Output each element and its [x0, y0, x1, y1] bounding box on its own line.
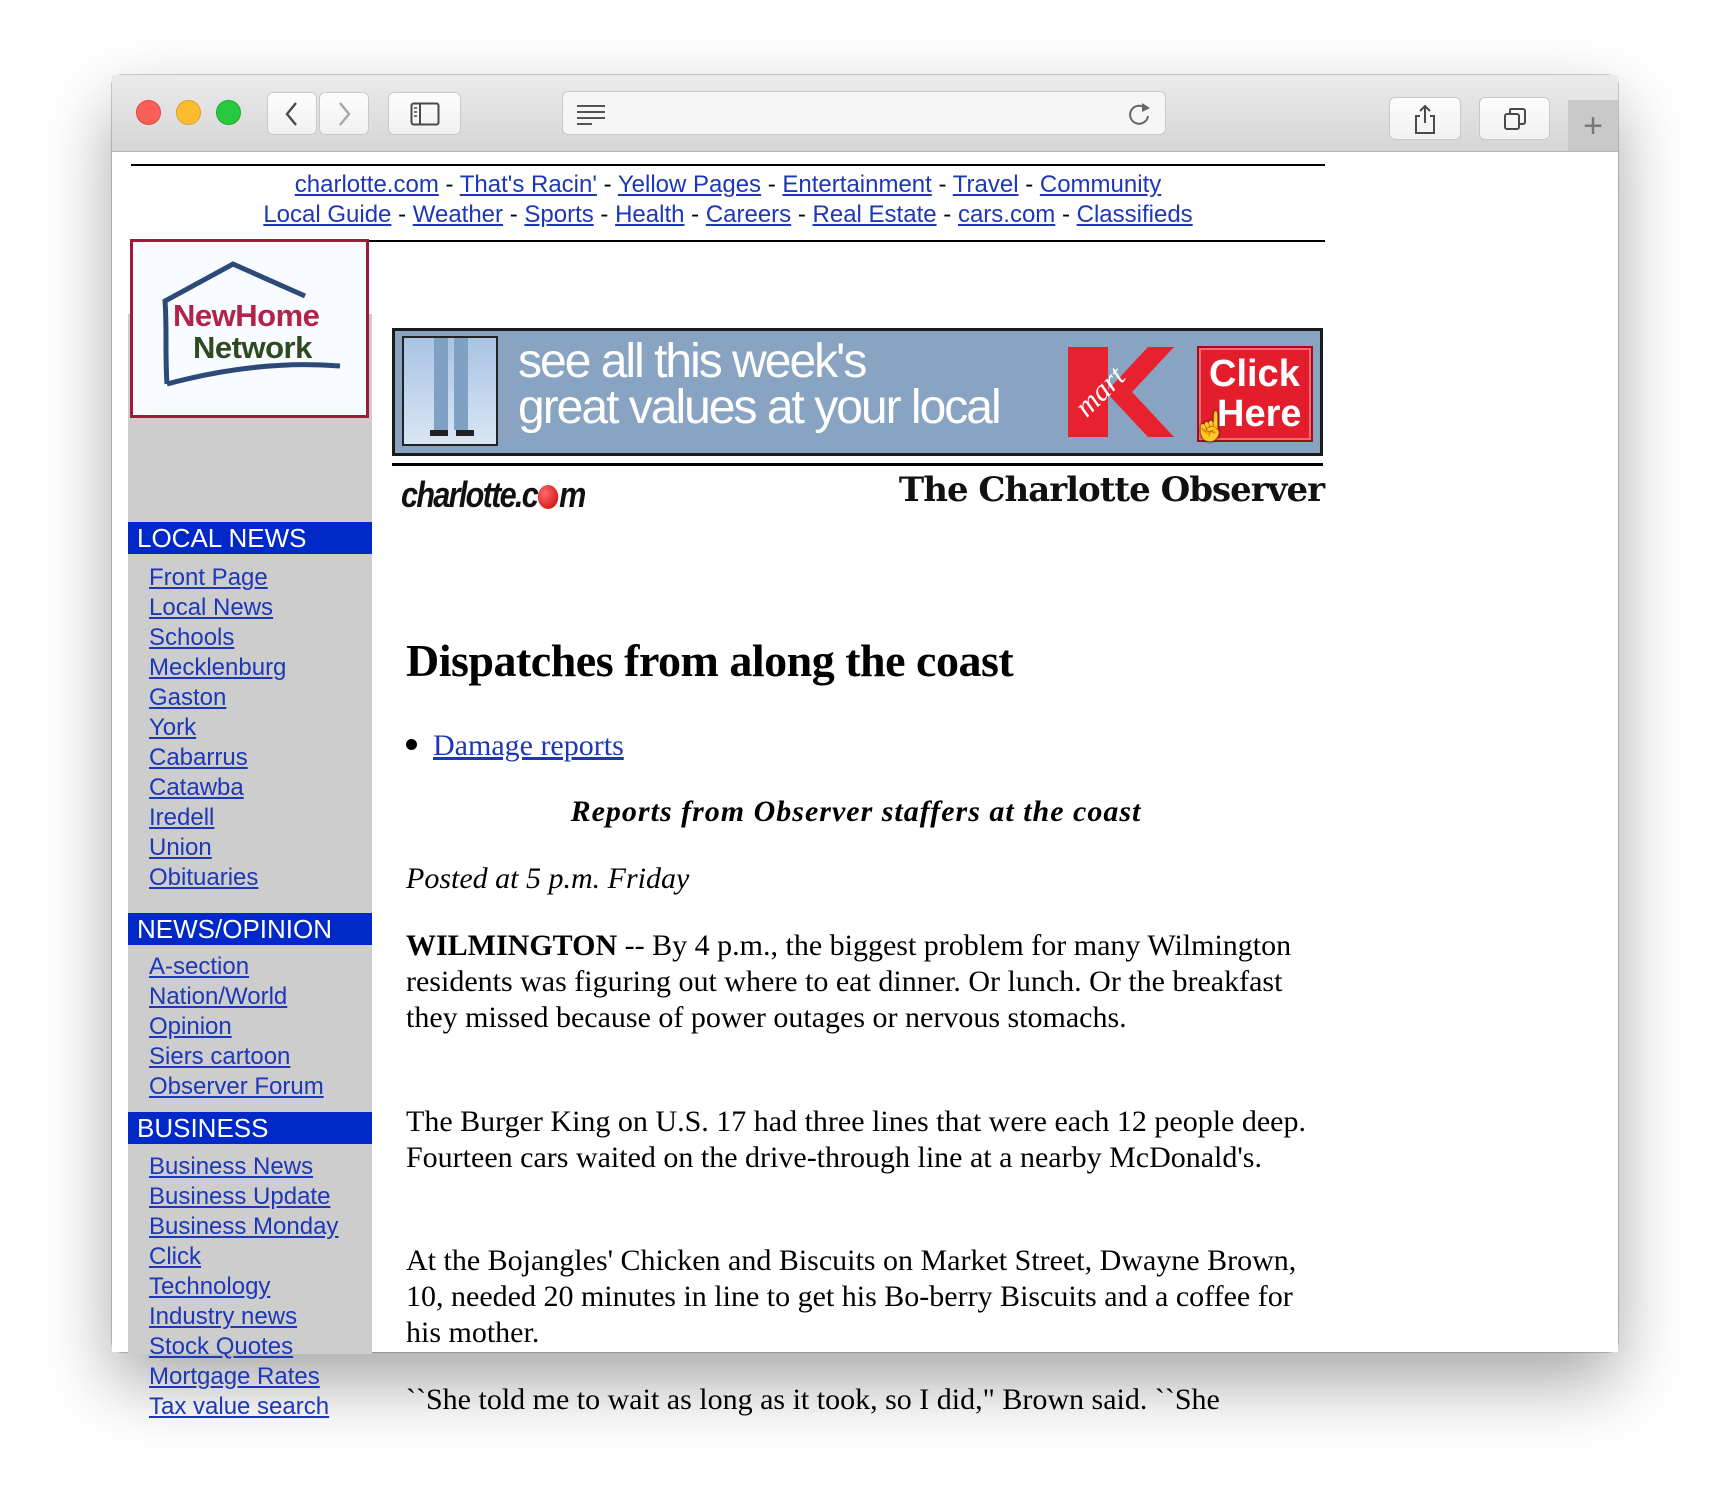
sidebar-link-cabarrus[interactable]: Cabarrus: [149, 744, 248, 771]
hand-cursor-icon: ☝: [1193, 411, 1228, 442]
sidebar-icon: [410, 102, 440, 126]
nav-link-community[interactable]: Community: [1039, 171, 1162, 198]
tabs-overview-icon: [1502, 106, 1528, 132]
minimize-window-button[interactable]: [176, 100, 201, 125]
section-header-business: BUSINESS: [128, 1112, 372, 1144]
newhome-network-ad[interactable]: [130, 239, 369, 418]
page-content: [112, 152, 1618, 1420]
chevron-right-icon: [336, 101, 352, 127]
article-paragraph-3: At the Bojangles' Chicken and Biscuits on Market Street, Dwayne Brown, 10, needed 20 minutes in line to get his Bo-berry Biscuits and a coffee for his mother.: [406, 1244, 1297, 1349]
kmart-banner-ad[interactable]: [392, 328, 1323, 456]
sidebar-link-mecklenburg[interactable]: Mecklenburg: [149, 654, 287, 681]
article-paragraph-1: WILMINGTON -- By 4 p.m., the biggest problem for many Wilmington residents was figuring out where to eat dinner. Or lunch. Or the breakfast they missed because of power outages or nervous stomachs.: [406, 929, 1292, 1034]
article-paragraph-4: ``She told me to wait as long as it took, so I did," Brown said. ``She: [406, 1383, 1220, 1416]
sidebar-link-schools[interactable]: Schools: [149, 624, 235, 651]
reload-icon[interactable]: [1127, 101, 1153, 129]
banner-line-1: see all this week's: [518, 335, 866, 388]
logo-newhome-text: NewHome: [173, 298, 320, 333]
jeans-photo: [402, 336, 498, 446]
sidebar-link-a-section[interactable]: A-section: [149, 953, 250, 980]
kmart-logo: [1068, 347, 1174, 437]
logo-network-text: Network: [193, 330, 312, 365]
nav-link-entertainment[interactable]: Entertainment: [782, 171, 932, 198]
top-rule: [131, 164, 1325, 166]
damage-reports-link[interactable]: Damage reports: [433, 729, 624, 762]
tab-overview-button[interactable]: [1479, 97, 1550, 140]
related-links-list: [406, 728, 624, 764]
sidebar-link-stock-quotes[interactable]: Stock Quotes: [149, 1333, 294, 1360]
plus-icon: +: [1583, 106, 1603, 145]
browser-toolbar: [112, 75, 1618, 152]
sidebar-link-technology[interactable]: Technology: [149, 1273, 271, 1300]
top-nav-row-2: Local Guide - Weather - Sports - Health - Careers - Real Estate - cars.com - Classifieds: [263, 201, 1193, 228]
dateline: WILMINGTON: [406, 929, 618, 962]
sidebar-link-industry-news[interactable]: Industry news: [149, 1303, 298, 1330]
local-news-links: [149, 563, 286, 893]
kmart-mart-text: mart: [1068, 359, 1132, 424]
back-button[interactable]: [267, 92, 317, 135]
sidebar-link-york[interactable]: York: [149, 714, 197, 741]
news-opinion-links: [149, 952, 324, 1102]
sidebar-link-click[interactable]: Click: [149, 1243, 201, 1270]
click-here-button[interactable]: Click Here ☝: [1197, 346, 1313, 442]
top-nav-row-1: charlotte.com - That's Racin' - Yellow Pages - Entertainment - Travel - Community: [294, 171, 1162, 198]
sidebar-link-catawba[interactable]: Catawba: [149, 774, 244, 801]
share-button[interactable]: [1389, 97, 1461, 140]
nav-link-classifieds[interactable]: Classifieds: [1076, 201, 1193, 228]
sidebar-link-siers-cartoon[interactable]: Siers cartoon: [149, 1043, 291, 1070]
sidebar-link-tax-value-search[interactable]: Tax value search: [149, 1393, 330, 1420]
close-window-button[interactable]: [136, 100, 161, 125]
sidebar-link-business-update[interactable]: Business Update: [149, 1183, 331, 1210]
article-title: Dispatches from along the coast: [406, 635, 1014, 686]
reader-lines-icon[interactable]: [576, 104, 606, 124]
bullet-icon: [406, 739, 417, 750]
banner-bottom-rule: [392, 463, 1323, 466]
sidebar-link-union[interactable]: Union: [149, 834, 212, 861]
nav-link-careers[interactable]: Careers: [705, 201, 792, 228]
charlotte-com-logo[interactable]: charlotte.c m: [401, 474, 585, 515]
nav-link-charlotte-com[interactable]: charlotte.com: [294, 171, 439, 198]
sidebar-link-business-news[interactable]: Business News: [149, 1153, 314, 1180]
article-paragraph-2: The Burger King on U.S. 17 had three lines that were each 12 people deep. Fourteen cars waited on the drive-through line at a nearby McDonald's.: [406, 1105, 1306, 1174]
sidebar-link-front-page[interactable]: Front Page: [149, 564, 268, 591]
nav-link-travel[interactable]: Travel: [952, 171, 1019, 198]
sidebar-link-nation-world[interactable]: Nation/World: [149, 983, 288, 1010]
nav-link-weather[interactable]: Weather: [412, 201, 504, 228]
sidebar-link-obituaries[interactable]: Obituaries: [149, 864, 259, 891]
sidebar-link-gaston[interactable]: Gaston: [149, 684, 227, 711]
sidebar-link-mortgage-rates[interactable]: Mortgage Rates: [149, 1363, 320, 1390]
sidebar-link-local-news[interactable]: Local News: [149, 594, 274, 621]
section-header-news-opinion: NEWS/OPINION: [128, 913, 372, 945]
nav-link-health[interactable]: Health: [615, 201, 685, 228]
nav-link-sports[interactable]: Sports: [524, 201, 594, 228]
address-bar[interactable]: [562, 91, 1166, 135]
sidebar-link-iredell[interactable]: Iredell: [149, 804, 215, 831]
chevron-left-icon: [284, 101, 300, 127]
nav-link-thats-racin[interactable]: That's Racin': [459, 171, 597, 198]
nav-link-cars-com[interactable]: cars.com: [957, 201, 1056, 228]
article-subhead: Reports from Observer staffers at the coast: [570, 795, 1142, 828]
nav-link-local-guide[interactable]: Local Guide: [263, 201, 392, 228]
sidebar-link-business-monday[interactable]: Business Monday: [149, 1213, 339, 1240]
browser-window: [112, 75, 1618, 1420]
nav-link-yellow-pages[interactable]: Yellow Pages: [617, 171, 762, 198]
charlotte-observer-nameplate: The Charlotte Observer: [898, 470, 1324, 510]
zoom-window-button[interactable]: [216, 100, 241, 125]
red-ball-icon: [538, 485, 558, 509]
section-header-local-news: LOCAL NEWS: [128, 522, 372, 554]
new-tab-button[interactable]: [1568, 100, 1618, 151]
share-icon: [1413, 103, 1437, 135]
nav-link-real-estate[interactable]: Real Estate: [812, 201, 937, 228]
banner-line-2: great values at your local: [518, 381, 1000, 434]
sidebar-link-observer-forum[interactable]: Observer Forum: [149, 1073, 324, 1100]
business-links: [149, 1152, 338, 1422]
forward-button[interactable]: [319, 92, 369, 135]
posted-time: Posted at 5 p.m. Friday: [406, 862, 690, 895]
sidebar-toggle-button[interactable]: [388, 92, 461, 135]
sidebar-link-opinion[interactable]: Opinion: [149, 1013, 232, 1040]
